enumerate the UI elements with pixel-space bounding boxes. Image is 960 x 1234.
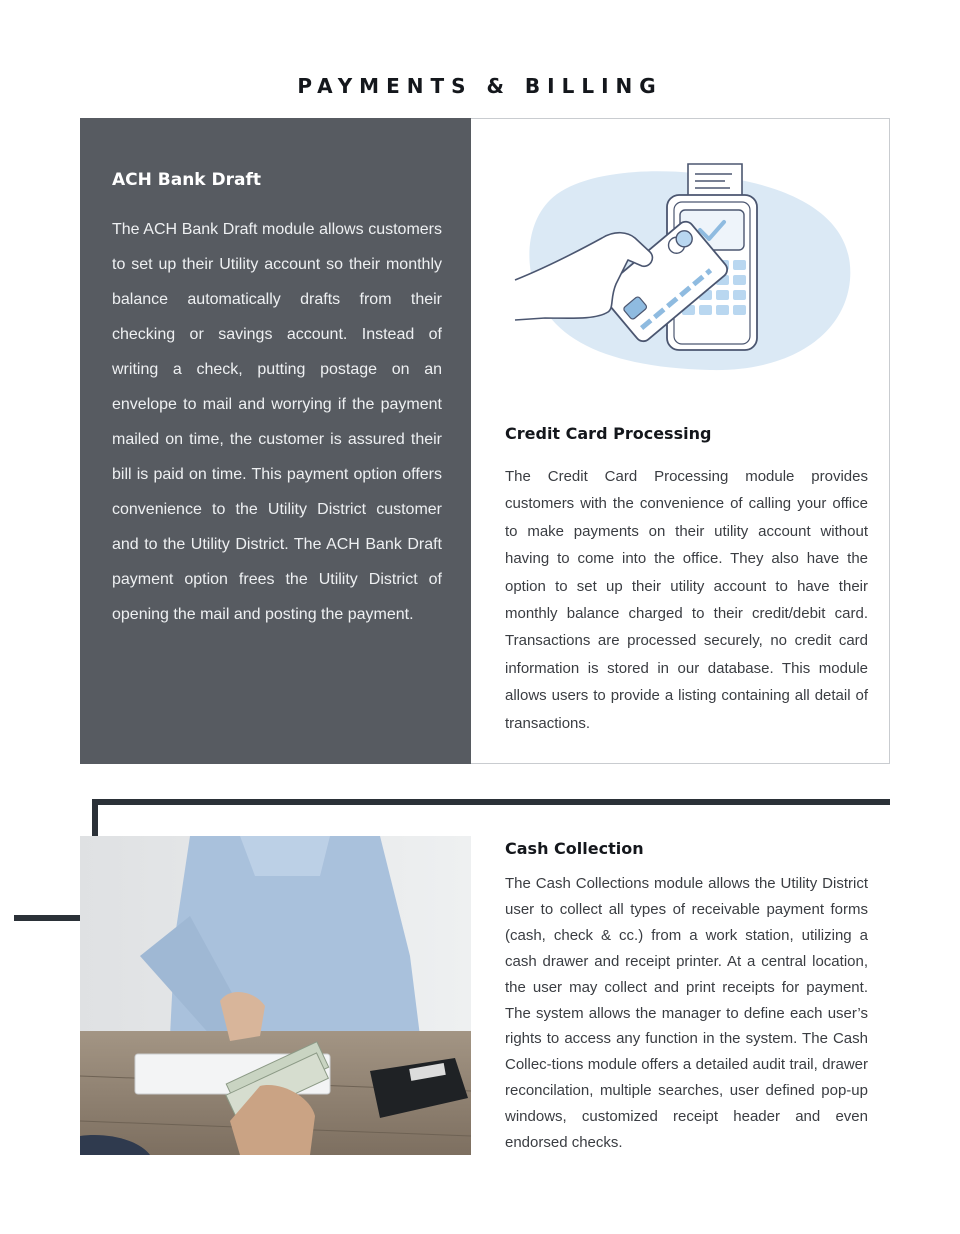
ach-panel — [80, 118, 471, 764]
credit-card-heading: Credit Card Processing — [505, 424, 712, 443]
decorative-bar-left — [14, 915, 80, 921]
cash-heading: Cash Collection — [505, 839, 644, 858]
cash-payment-photo — [80, 836, 471, 1155]
ach-body: The ACH Bank Draft module allows customers to set up their Utility account so their monthly balance automatically drafts from their checking or savings account. Instead of writing a check, putting postage on an envelope to mail and worrying if the payment mailed on time, the customer is assured their bill is paid on time. This payment option offers convenience to the Utility District customer and to the Utility District. The ACH Bank Draft payment option frees the Utility District of opening the mail and posting the payment. — [112, 221, 442, 623]
cash-body: The Cash Collections module allows the Utility District user to collect all types of receivable payment forms (cash, check & cc.) from a work station, utilizing a cash drawer and receipt printer. At a central location, the user may collect and print receipts for payment. The system allows the manager to define each user’s rights to access any function in the system. The Cash Collec-tions module offers a detailed audit trail, drawer reconcilation, multiple searches, user defined pop-up windows, customized receipt header and even endorsed checks. — [505, 875, 868, 1152]
decorative-bar-top — [92, 799, 890, 805]
credit-card-body: The Credit Card Processing module provides customers with the convenience of calling your office to make payments on their utility account without having to come into the office. They also have the option to set up their utility account to have their monthly balance charged to their credit/debit card. Transactions are processed securely, no credit card information is stored in our database. This module allows users to provide a listing containing all detail of transactions. — [505, 468, 868, 732]
page-title: PAYMENTS & BILLING — [297, 74, 663, 98]
card-terminal-illustration — [510, 160, 860, 375]
ach-heading: ACH Bank Draft — [112, 170, 262, 190]
decorative-bar-vertical — [92, 799, 98, 837]
